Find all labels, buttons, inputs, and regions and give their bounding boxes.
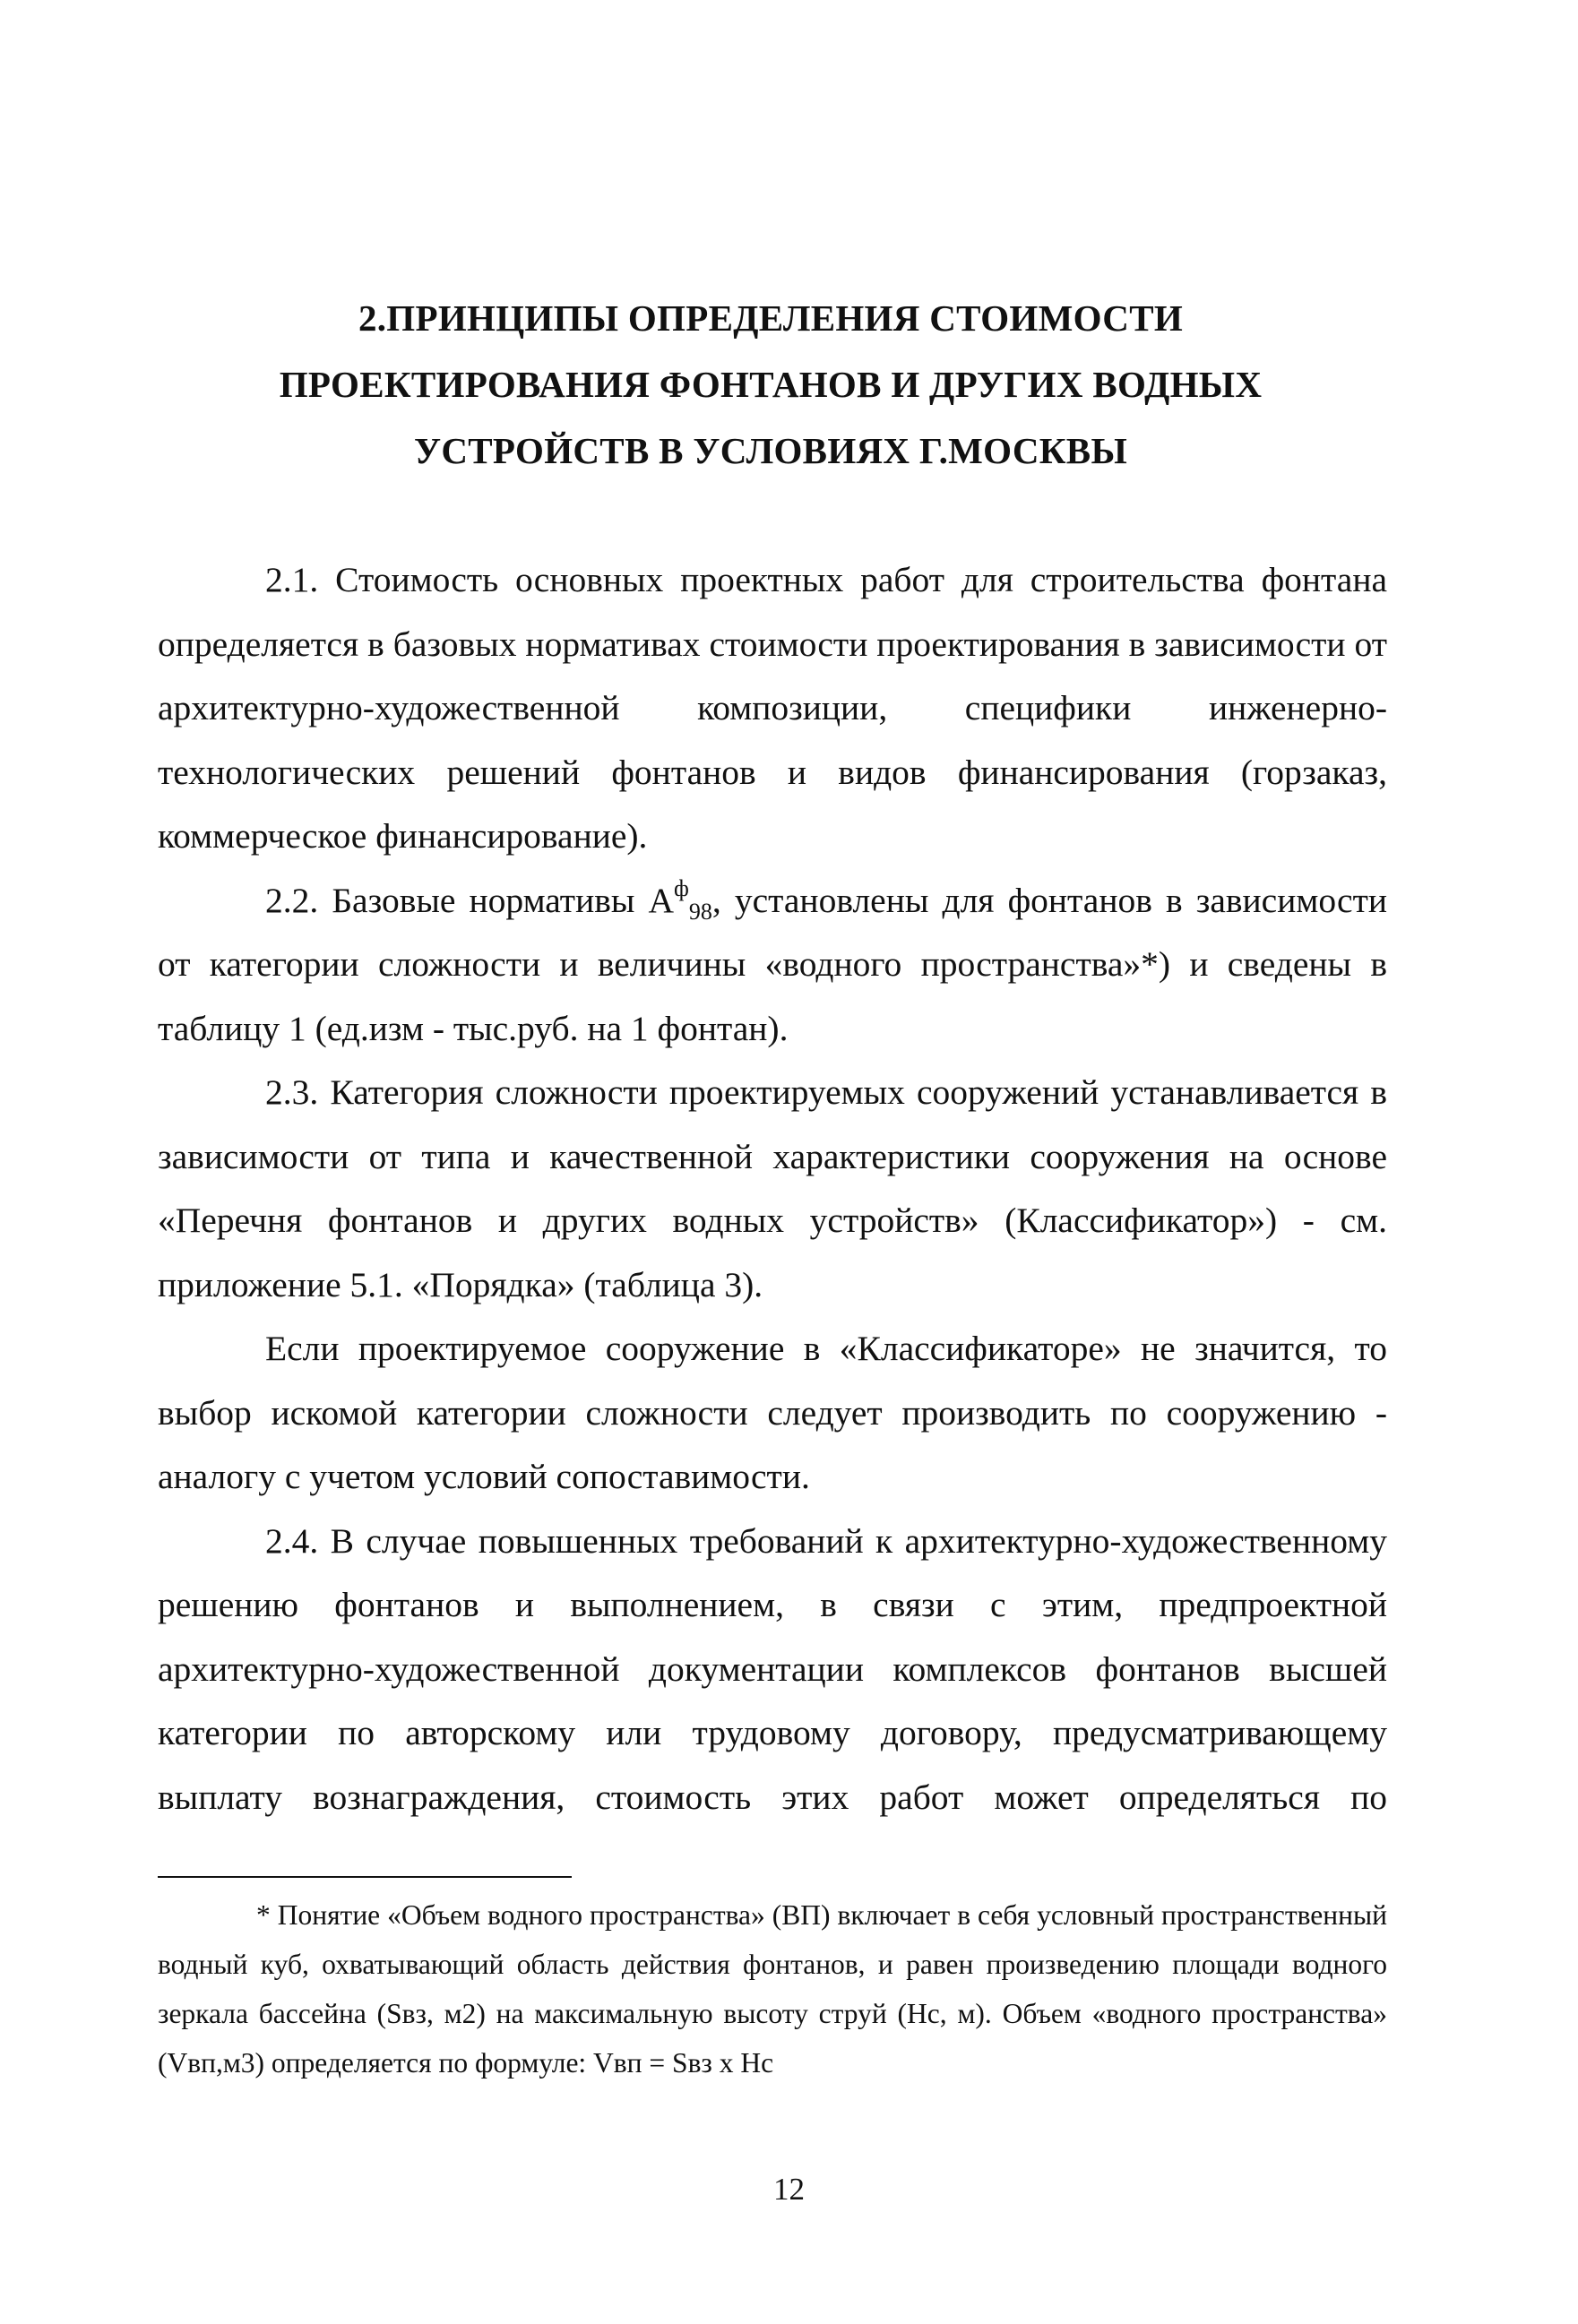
section-title-line-3: УСТРОЙСТВ В УСЛОВИЯХ Г.МОСКВЫ <box>413 430 1128 471</box>
section-title <box>143 285 1398 484</box>
body-text <box>158 548 1387 1829</box>
norm-subscript: 98 <box>688 898 712 925</box>
section-title-line-1: 2.ПРИНЦИПЫ ОПРЕДЕЛЕНИЯ СТОИМОСТИ <box>358 297 1184 339</box>
footnote: * Понятие «Объем водного пространства» (ВП) включает в себя условный пространственный водный куб, охватывающий область действия фонтанов, и равен произведению площади водного зеркала бассейна (Sвз, м2) на максимальную высоту струй (Нс, м). Объем «водного пространства» (Vвп,м3) определяется по формуле: Vвп = Sвз х Нс <box>158 1899 1387 2079</box>
footnote-separator <box>158 1876 572 1878</box>
paragraph-2-2-start: 2.2. Базовые нормативы А <box>265 880 675 920</box>
page-number: 12 <box>773 2172 805 2207</box>
paragraph-2-3: 2.3. Категория сложности проектируемых сооружений устанавливается в зависимости от типа и качественной характеристики сооружения на основе «Перечня фонтанов и других водных устройств» (Классификатор») - см. приложение 5.1. «Порядка» (таблица 3). <box>158 1072 1387 1304</box>
paragraph-2-2-rest: , установлены для фонтанов в зависимости от категории сложности и величины «водного пространства»*) и сведены в таблицу 1 (ед.изм - тыс.руб. на 1 фонтан). <box>158 880 1387 1048</box>
norm-superscript: ф <box>674 874 689 901</box>
section-title-line-2: ПРОЕКТИРОВАНИЯ ФОНТАНОВ И ДРУГИХ ВОДНЫХ <box>279 364 1263 405</box>
paragraph-2-2 <box>158 869 1387 1062</box>
paragraph-2-4: 2.4. В случае повышенных требований к архитектурно-художественному решению фонтанов и выполнением, в связи с этим, предпроектной архитектурно-художественной документации комплексов фонтанов высшей категории по авторскому или трудовому договору, предусматривающему выплату вознаграждения, стоимость этих работ может определяться по <box>158 1520 1387 1817</box>
paragraph-2-1: 2.1. Стоимость основных проектных работ для строительства фонтана определяется в базовых нормативах стоимости проектирования в зависимости от архитектурно-художественной композиции, специфики инженерно-технологических решений фонтанов и видов финансирования (горзаказ, коммерческое финансирование). <box>158 560 1387 856</box>
paragraph-classifier-note: Если проектируемое сооружение в «Классификаторе» не значится, то выбор искомой категории сложности следует производить по сооружению - аналогу с учетом условий сопоставимости. <box>158 1329 1387 1496</box>
